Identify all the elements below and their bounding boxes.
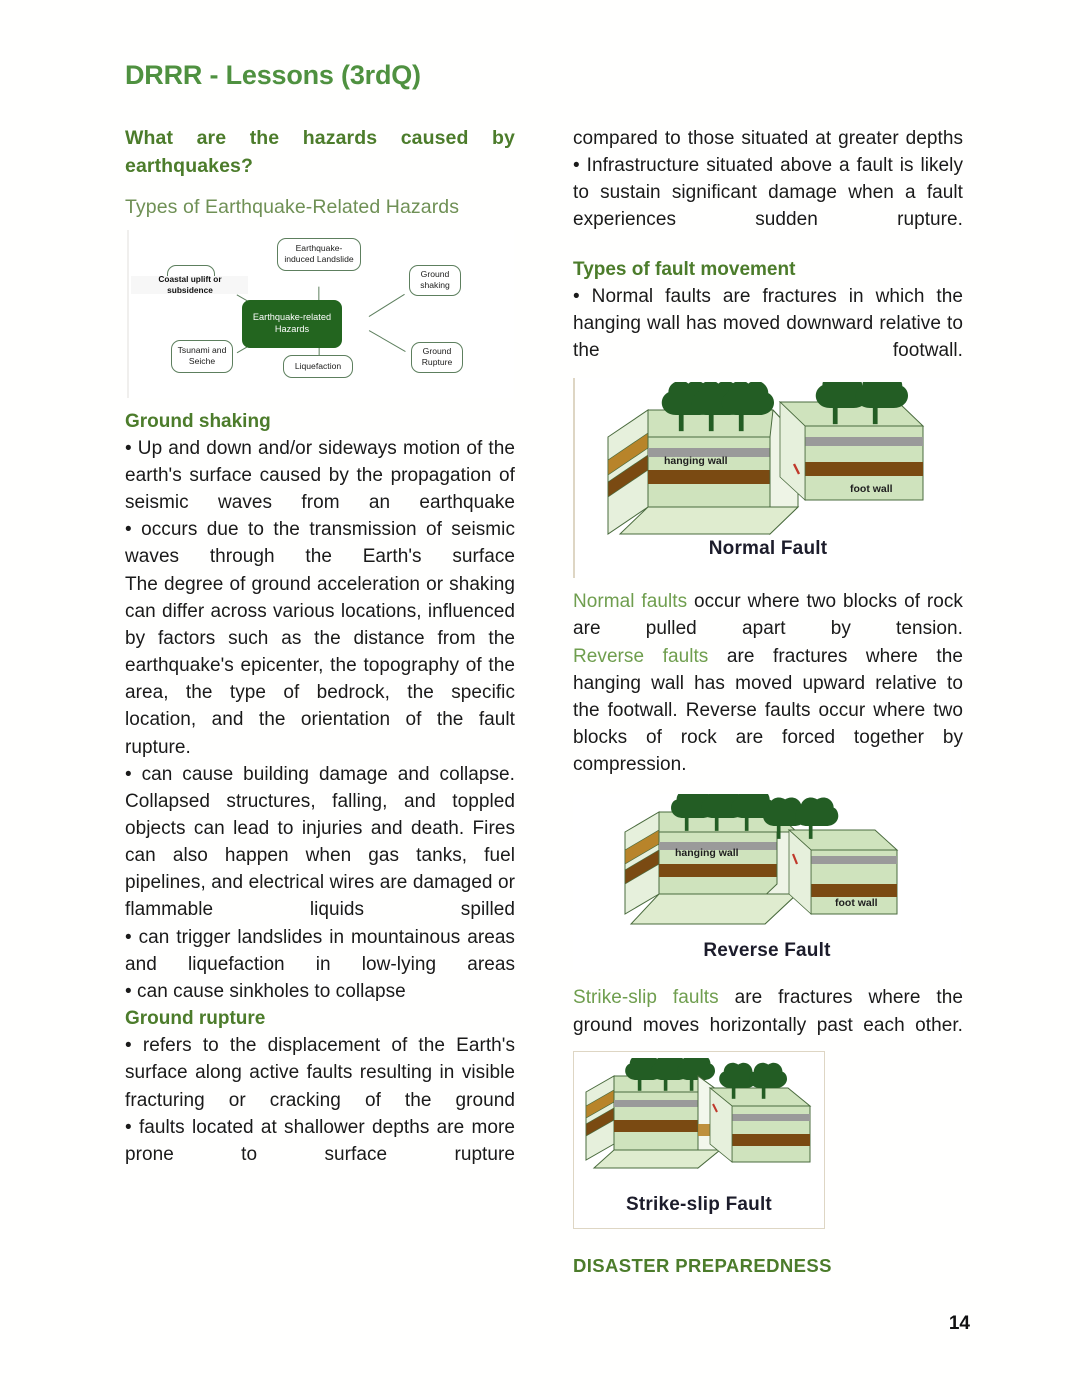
reverse-fault-hanging-wall-label: hanging wall bbox=[675, 847, 739, 860]
ground-shaking-bullet-1: • Up and down and/or sideways motion of the earth's surface caused by the propagation of seismic waves from an earthquake bbox=[125, 437, 515, 514]
ground-shaking-bullet-3: • can cause building damage and collapse. Collapsed structures, falling, and toppled objects can lead to injuries and death. Fires can also happen when gas tanks, fuel pipelines, and electrical wires are damaged or flammable liquids spilled bbox=[125, 763, 515, 921]
ground-rupture-bullet-2: • faults located at shallower depths are more prone to surface rupture bbox=[125, 1116, 515, 1165]
normal-fault-hanging-wall-label: hanging wall bbox=[664, 455, 728, 468]
reverse-faults-rest: are fractures where the hanging wall has moved upward relative to the footwall. Reverse faults occur where two blocks of rock are forced together by compression. bbox=[573, 645, 963, 776]
normal-faults-rest: occur where two blocks of rock are pulled apart by tension. bbox=[573, 591, 963, 640]
hazard-types-subheading: Types of Earthquake-Related Hazards bbox=[125, 196, 460, 219]
earthquake-hazards-mindmap-figure bbox=[127, 230, 514, 398]
reverse-faults-term: Reverse faults bbox=[573, 645, 709, 667]
mindmap-node-tsunami-seiche[interactable]: Tsunami and Seiche bbox=[171, 340, 233, 373]
ground-rupture-heading: Ground rupture bbox=[125, 1008, 266, 1030]
reverse-fault-caption: Reverse Fault bbox=[703, 940, 831, 962]
ground-rupture-bullet-1: • refers to the displacement of the Earth's surface along active faults resulting in visible fracturing or cracking of the ground bbox=[125, 1035, 515, 1111]
strike-slip-term: Strike-slip faults bbox=[573, 987, 719, 1009]
ground-shaking-paragraph: The degree of ground acceleration or shaking can differ across various locations, influenced by factors such as the distance from the earthquake's epicenter, the topography of the area, the type of bedrock, the specific location, and the orientation of the fault rupture. bbox=[125, 573, 515, 758]
normal-fault-foot-wall-label: foot wall bbox=[850, 483, 893, 496]
disaster-preparedness-heading: DISASTER PREPAREDNESS bbox=[573, 1254, 832, 1276]
mindmap-center-node[interactable]: Earthquake-related Hazards bbox=[242, 300, 342, 348]
strike-slip-fault-caption: Strike-slip Fault bbox=[626, 1193, 772, 1215]
normal-fault-caption: Normal Fault bbox=[708, 538, 828, 560]
normal-fault-figure bbox=[573, 378, 961, 578]
infrastructure-bullet: • Infrastructure situated above a fault is likely to sustain significant damage when a fault experiences sudden rupture. bbox=[573, 155, 963, 231]
mindmap-connector-ground-shaking bbox=[369, 294, 405, 317]
normal-fault-illustration bbox=[598, 382, 938, 542]
strike-slip-rest: are fractures where the ground moves horizontally past each other. bbox=[573, 987, 963, 1036]
strike-slip-definition bbox=[573, 984, 963, 1038]
ground-shaking-heading: Ground shaking bbox=[125, 410, 271, 432]
ground-shaking-bullet-4: • can trigger landslides in mountainous areas and liquefaction in low-lying areas bbox=[125, 926, 515, 975]
normal-faults-term: Normal faults bbox=[573, 591, 688, 613]
page-number: 14 bbox=[948, 1313, 970, 1334]
page-title: DRRR - Lessons (3rdQ) bbox=[125, 60, 421, 90]
reverse-faults-definition bbox=[573, 643, 963, 779]
hazards-question-heading: What are the hazards caused by earthquakes? bbox=[125, 127, 515, 177]
strike-slip-fault-figure bbox=[573, 1051, 825, 1229]
fault-movement-heading: Types of fault movement bbox=[573, 258, 796, 280]
normal-faults-definition bbox=[573, 588, 963, 642]
reverse-fault-illustration bbox=[617, 794, 917, 940]
mindmap-node-liquefaction[interactable]: Liquefaction bbox=[283, 355, 353, 378]
ground-shaking-bullet-5: • can cause sinkholes to collapse bbox=[125, 980, 406, 1002]
reverse-fault-foot-wall-label: foot wall bbox=[835, 897, 878, 910]
mindmap-node-coastal-uplift[interactable]: Coastal uplift or subsidence bbox=[131, 276, 248, 294]
two-column-body bbox=[125, 125, 963, 1277]
mindmap-node-landslide[interactable]: Earthquake-induced Landslide bbox=[277, 238, 361, 271]
mindmap-connector-ground-rupture bbox=[369, 330, 406, 352]
continuation-text: compared to those situated at greater depths bbox=[573, 128, 963, 149]
strike-slip-fault-illustration bbox=[580, 1058, 818, 1186]
mindmap-node-ground-rupture[interactable]: Ground Rupture bbox=[411, 342, 463, 373]
left-column bbox=[125, 125, 515, 1277]
normal-fault-bullet: • Normal faults are fractures in which the hanging wall has moved downward relative to the footwall. bbox=[573, 285, 963, 362]
ground-shaking-bullet-2: • occurs due to the transmission of seismic waves through the Earth's surface bbox=[125, 519, 515, 568]
mindmap-node-ground-shaking[interactable]: Ground shaking bbox=[409, 265, 461, 296]
right-column bbox=[573, 125, 963, 1277]
reverse-fault-figure bbox=[573, 794, 961, 972]
